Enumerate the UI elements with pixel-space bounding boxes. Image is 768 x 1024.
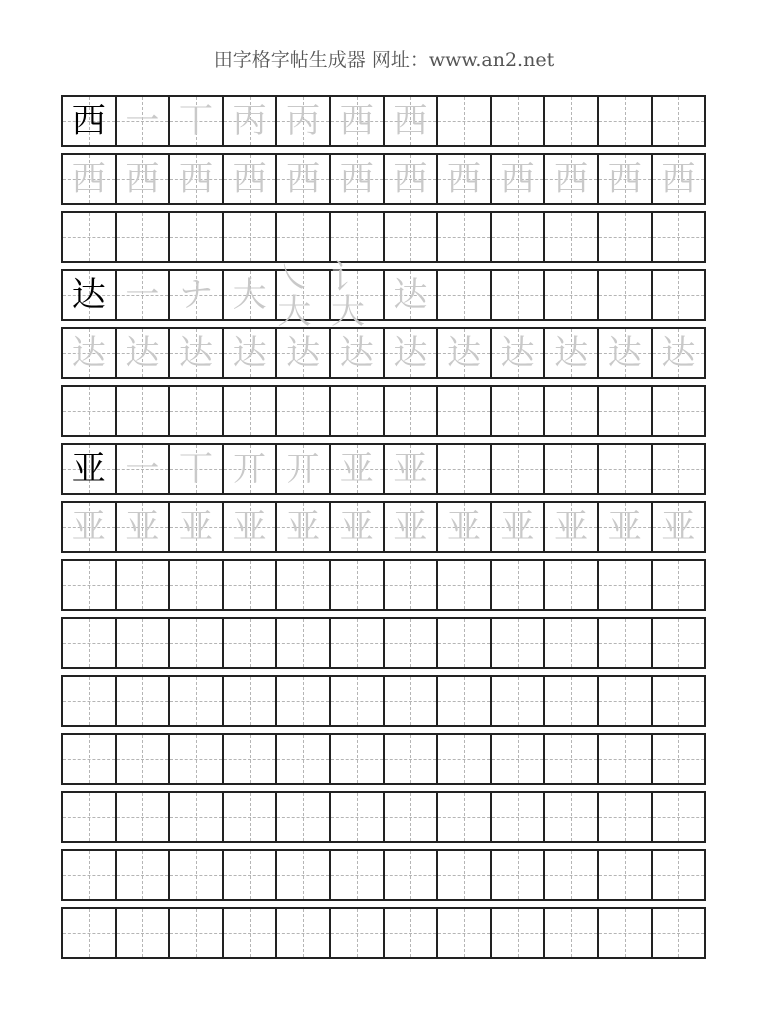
empty-cell <box>492 213 546 261</box>
trace-character: 亚 <box>339 507 374 547</box>
trace-cell <box>653 503 707 551</box>
empty-cell <box>492 851 546 899</box>
empty-cell <box>63 909 117 957</box>
empty-cell <box>599 793 653 841</box>
empty-cell <box>277 909 331 957</box>
empty-cell <box>331 619 385 667</box>
stroke-step-cell <box>385 445 439 493</box>
blank-practice-row <box>61 211 706 263</box>
trace-character: 达 <box>71 333 106 373</box>
trace-character: 西 <box>232 159 267 199</box>
stroke-step-cell <box>277 258 331 332</box>
empty-cell <box>492 97 546 145</box>
empty-cell <box>117 387 171 435</box>
empty-cell <box>545 735 599 783</box>
empty-cell <box>492 387 546 435</box>
empty-cell <box>545 909 599 957</box>
empty-cell <box>224 619 278 667</box>
empty-cell <box>63 619 117 667</box>
trace-cell <box>224 503 278 551</box>
trace-character: 达 <box>554 333 589 373</box>
trace-character: 丌 <box>286 449 321 489</box>
stroke-step-cell <box>117 271 171 319</box>
empty-cell <box>492 677 546 725</box>
empty-cell <box>545 213 599 261</box>
stroke-step-cell <box>277 97 331 145</box>
empty-cell <box>331 851 385 899</box>
empty-cell <box>545 387 599 435</box>
trace-character: 亚 <box>607 507 642 547</box>
trace-character: 达 <box>500 333 535 373</box>
empty-cell <box>653 909 707 957</box>
empty-cell <box>277 387 331 435</box>
empty-cell <box>599 909 653 957</box>
empty-cell <box>277 735 331 783</box>
trace-character: 西 <box>393 159 428 199</box>
empty-cell <box>438 735 492 783</box>
empty-cell <box>438 97 492 145</box>
trace-cell <box>599 155 653 203</box>
trace-character: 丌 <box>232 449 267 489</box>
page-header: 田字格字帖生成器 网址：www.an2.net <box>213 49 555 71</box>
empty-cell <box>277 851 331 899</box>
empty-cell <box>492 619 546 667</box>
trace-character: 达 <box>339 333 374 373</box>
trace-character: 西 <box>71 159 106 199</box>
stroke-order-row <box>61 258 706 332</box>
stroke-step-cell <box>170 445 224 493</box>
empty-cell <box>277 213 331 261</box>
model-cell <box>63 445 117 493</box>
empty-cell <box>170 387 224 435</box>
empty-cell <box>224 735 278 783</box>
empty-cell <box>63 213 117 261</box>
trace-character: 西 <box>339 101 374 141</box>
trace-character: 达 <box>393 333 428 373</box>
trace-cell <box>170 155 224 203</box>
trace-character: 达 <box>286 333 321 373</box>
empty-cell <box>331 677 385 725</box>
stroke-step-cell <box>224 97 278 145</box>
empty-cell <box>438 793 492 841</box>
empty-cell <box>653 271 707 319</box>
model-character: 达 <box>71 275 106 315</box>
empty-cell <box>224 851 278 899</box>
empty-cell <box>653 213 707 261</box>
empty-cell <box>170 213 224 261</box>
trace-character: 西 <box>446 159 481 199</box>
empty-cell <box>170 619 224 667</box>
empty-cell <box>385 387 439 435</box>
trace-cell <box>545 329 599 377</box>
trace-character: 达 <box>232 333 267 373</box>
trace-character: 亚 <box>446 507 481 547</box>
empty-cell <box>438 213 492 261</box>
stroke-step-cell <box>170 271 224 319</box>
trace-character: 亚 <box>125 507 160 547</box>
blank-practice-row <box>61 733 706 785</box>
trace-cell <box>492 155 546 203</box>
trace-character: 亚 <box>500 507 535 547</box>
empty-cell <box>438 445 492 493</box>
model-cell <box>63 97 117 145</box>
stroke-step-cell <box>385 97 439 145</box>
empty-cell <box>545 271 599 319</box>
empty-cell <box>117 561 171 609</box>
trace-cell <box>63 329 117 377</box>
trace-character: 亚 <box>178 507 213 547</box>
trace-character: 西 <box>339 159 374 199</box>
stroke-step-cell <box>117 97 171 145</box>
empty-cell <box>331 909 385 957</box>
empty-cell <box>224 387 278 435</box>
trace-cell <box>63 503 117 551</box>
trace-character: 西 <box>125 159 160 199</box>
trace-character: 亚 <box>661 507 696 547</box>
trace-character: 西 <box>286 159 321 199</box>
empty-cell <box>63 851 117 899</box>
empty-cell <box>438 619 492 667</box>
trace-cell <box>277 503 331 551</box>
trace-character: 一 <box>125 101 160 141</box>
empty-cell <box>438 271 492 319</box>
empty-cell <box>170 793 224 841</box>
empty-cell <box>331 387 385 435</box>
trace-cell <box>277 329 331 377</box>
trace-cell <box>63 155 117 203</box>
empty-cell <box>599 213 653 261</box>
empty-cell <box>224 909 278 957</box>
trace-character: ナ <box>178 275 213 315</box>
trace-character: 丙 <box>286 101 321 141</box>
empty-cell <box>653 793 707 841</box>
empty-cell <box>277 619 331 667</box>
trace-character: 达 <box>607 333 642 373</box>
empty-cell <box>385 793 439 841</box>
stroke-step-cell <box>170 97 224 145</box>
empty-cell <box>63 677 117 725</box>
empty-cell <box>331 213 385 261</box>
blank-practice-row <box>61 849 706 901</box>
trace-cell <box>117 155 171 203</box>
empty-cell <box>224 793 278 841</box>
trace-cell <box>117 329 171 377</box>
trace-character: 亚 <box>71 507 106 547</box>
empty-cell <box>438 387 492 435</box>
empty-cell <box>117 851 171 899</box>
trace-cell <box>492 503 546 551</box>
trace-cell <box>385 503 439 551</box>
empty-cell <box>599 445 653 493</box>
empty-cell <box>545 793 599 841</box>
trace-cell <box>385 329 439 377</box>
empty-cell <box>545 677 599 725</box>
empty-cell <box>492 561 546 609</box>
tracing-row <box>61 153 706 205</box>
empty-cell <box>277 677 331 725</box>
empty-cell <box>653 735 707 783</box>
stroke-step-cell <box>385 271 439 319</box>
stroke-order-row <box>61 443 706 495</box>
trace-character: 西 <box>500 159 535 199</box>
empty-cell <box>438 851 492 899</box>
trace-character: 西 <box>393 101 428 141</box>
blank-practice-row <box>61 907 706 959</box>
trace-cell <box>438 329 492 377</box>
empty-cell <box>385 909 439 957</box>
trace-cell <box>331 155 385 203</box>
model-cell <box>63 271 117 319</box>
empty-cell <box>599 97 653 145</box>
empty-cell <box>653 619 707 667</box>
trace-character: 西 <box>661 159 696 199</box>
empty-cell <box>170 735 224 783</box>
empty-cell <box>63 561 117 609</box>
trace-character: 西 <box>607 159 642 199</box>
trace-cell <box>331 503 385 551</box>
trace-character: 达 <box>661 333 696 373</box>
trace-character: 亚 <box>232 507 267 547</box>
empty-cell <box>653 677 707 725</box>
trace-character: 一 <box>125 449 160 489</box>
empty-cell <box>385 561 439 609</box>
trace-character: 一 <box>125 275 160 315</box>
empty-cell <box>117 909 171 957</box>
trace-character: 西 <box>554 159 589 199</box>
empty-cell <box>438 677 492 725</box>
trace-character: 亚 <box>339 449 374 489</box>
empty-cell <box>277 561 331 609</box>
empty-cell <box>545 619 599 667</box>
stroke-order-row <box>61 95 706 147</box>
trace-character: 丙 <box>232 101 267 141</box>
trace-cell <box>438 503 492 551</box>
empty-cell <box>599 271 653 319</box>
empty-cell <box>331 735 385 783</box>
stroke-step-cell <box>331 445 385 493</box>
trace-cell <box>653 155 707 203</box>
stroke-step-cell <box>277 445 331 493</box>
trace-character: 丅 <box>178 101 213 141</box>
trace-cell <box>277 155 331 203</box>
empty-cell <box>599 735 653 783</box>
trace-character: 讠大 <box>330 258 365 332</box>
empty-cell <box>170 677 224 725</box>
trace-character: 达 <box>125 333 160 373</box>
trace-cell <box>438 155 492 203</box>
empty-cell <box>438 909 492 957</box>
empty-cell <box>170 561 224 609</box>
empty-cell <box>545 851 599 899</box>
blank-practice-row <box>61 385 706 437</box>
trace-character: 大 <box>232 275 267 315</box>
trace-character: 达 <box>178 333 213 373</box>
empty-cell <box>331 561 385 609</box>
empty-cell <box>653 445 707 493</box>
empty-cell <box>545 97 599 145</box>
tianzige-grid <box>61 95 706 965</box>
empty-cell <box>224 561 278 609</box>
empty-cell <box>599 619 653 667</box>
trace-character: ㇏大 <box>277 258 312 332</box>
trace-cell <box>492 329 546 377</box>
stroke-step-cell <box>224 271 278 319</box>
trace-cell <box>385 155 439 203</box>
trace-cell <box>653 329 707 377</box>
trace-cell <box>331 329 385 377</box>
empty-cell <box>492 909 546 957</box>
empty-cell <box>63 735 117 783</box>
trace-character: 达 <box>446 333 481 373</box>
empty-cell <box>385 851 439 899</box>
trace-cell <box>170 503 224 551</box>
empty-cell <box>224 213 278 261</box>
empty-cell <box>653 561 707 609</box>
empty-cell <box>385 213 439 261</box>
empty-cell <box>599 387 653 435</box>
empty-cell <box>385 677 439 725</box>
trace-cell <box>599 503 653 551</box>
empty-cell <box>224 677 278 725</box>
stroke-step-cell <box>331 97 385 145</box>
trace-cell <box>545 155 599 203</box>
empty-cell <box>385 619 439 667</box>
trace-character: 亚 <box>393 507 428 547</box>
empty-cell <box>492 271 546 319</box>
trace-character: 西 <box>178 159 213 199</box>
trace-character: 达 <box>393 275 428 315</box>
stroke-step-cell <box>224 445 278 493</box>
empty-cell <box>117 793 171 841</box>
trace-cell <box>117 503 171 551</box>
empty-cell <box>492 735 546 783</box>
empty-cell <box>170 909 224 957</box>
empty-cell <box>599 677 653 725</box>
empty-cell <box>63 793 117 841</box>
blank-practice-row <box>61 675 706 727</box>
empty-cell <box>438 561 492 609</box>
stroke-step-cell <box>330 258 385 332</box>
trace-character: 亚 <box>393 449 428 489</box>
empty-cell <box>170 851 224 899</box>
empty-cell <box>492 793 546 841</box>
trace-character: 丅 <box>178 449 213 489</box>
empty-cell <box>599 851 653 899</box>
empty-cell <box>653 387 707 435</box>
model-character: 西 <box>71 101 106 141</box>
empty-cell <box>117 735 171 783</box>
empty-cell <box>385 735 439 783</box>
tracing-row <box>61 327 706 379</box>
empty-cell <box>653 851 707 899</box>
trace-character: 亚 <box>286 507 321 547</box>
trace-cell <box>170 329 224 377</box>
trace-character: 亚 <box>554 507 589 547</box>
blank-practice-row <box>61 791 706 843</box>
blank-practice-row <box>61 617 706 669</box>
tracing-row <box>61 501 706 553</box>
empty-cell <box>117 619 171 667</box>
empty-cell <box>331 793 385 841</box>
empty-cell <box>63 387 117 435</box>
empty-cell <box>117 677 171 725</box>
blank-practice-row <box>61 559 706 611</box>
trace-cell <box>224 329 278 377</box>
empty-cell <box>599 561 653 609</box>
empty-cell <box>653 97 707 145</box>
empty-cell <box>545 445 599 493</box>
empty-cell <box>117 213 171 261</box>
model-character: 亚 <box>71 449 106 489</box>
trace-cell <box>545 503 599 551</box>
empty-cell <box>277 793 331 841</box>
empty-cell <box>545 561 599 609</box>
trace-cell <box>599 329 653 377</box>
stroke-step-cell <box>117 445 171 493</box>
empty-cell <box>492 445 546 493</box>
trace-cell <box>224 155 278 203</box>
